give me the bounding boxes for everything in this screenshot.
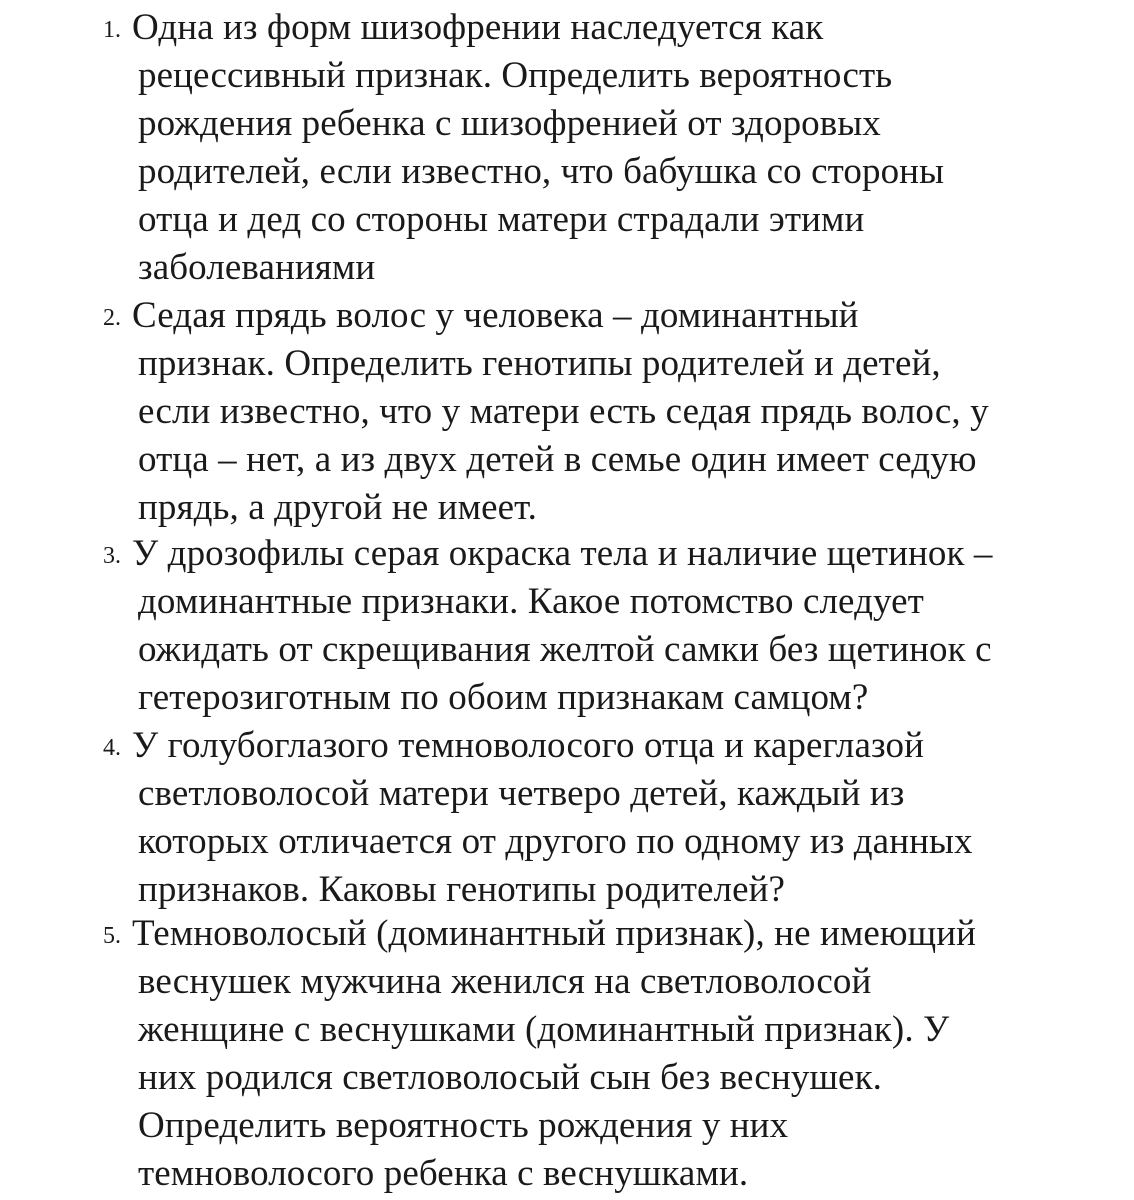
problem-number: 5. bbox=[103, 923, 121, 949]
problem-text-line: отца и дед со стороны матери страдали этими bbox=[138, 199, 865, 240]
problem-text-line: веснушек мужчина женился на светловолосой bbox=[138, 961, 872, 1002]
problem-text-line: родителей, если известно, что бабушка со стороны bbox=[138, 151, 945, 192]
problem-text-line: отца – нет, а из двух детей в семье один имеет седую bbox=[138, 439, 977, 480]
problem-text-line: признаков. Каковы генотипы родителей? bbox=[138, 869, 786, 910]
problem-text-line: Темноволосый (доминантный признак), не имеющий bbox=[132, 913, 977, 954]
problem-text-line: ожидать от скрещивания желтой самки без щетинок с bbox=[138, 629, 992, 670]
problem-number: 2. bbox=[103, 305, 121, 331]
problem-text-line: женщине с веснушками (доминантный признак). У bbox=[138, 1009, 950, 1050]
problem-text-line: прядь, а другой не имеет. bbox=[138, 487, 538, 528]
problem-number: 3. bbox=[103, 543, 121, 569]
problem-text-line: Седая прядь волос у человека – доминантный bbox=[132, 295, 859, 336]
problem-number: 1. bbox=[103, 17, 121, 43]
problem-text-line: признак. Определить генотипы родителей и детей, bbox=[138, 343, 941, 384]
problem-text-line: доминантные признаки. Какое потомство следует bbox=[138, 581, 924, 622]
problem-text-line: рецессивный признак. Определить вероятность bbox=[138, 55, 893, 96]
problem-text-line: темноволосого ребенка с веснушками. bbox=[138, 1153, 749, 1194]
problem-text-line: Определить вероятность рождения у них bbox=[138, 1105, 789, 1146]
problem-text-line: Одна из форм шизофрении наследуется как bbox=[132, 7, 824, 48]
problem-text-line: светловолосой матери четверо детей, каждый из bbox=[138, 773, 905, 814]
problem-text-line: У голубоглазого темноволосого отца и кареглазой bbox=[132, 725, 924, 766]
problem-number: 4. bbox=[103, 735, 121, 761]
problem-text-line: которых отличается от другого по одному из данных bbox=[138, 821, 973, 862]
problem-text-line: гетерозиготным по обоим признакам самцом? bbox=[138, 677, 869, 718]
problem-text-line: У дрозофилы серая окраска тела и наличие щетинок – bbox=[132, 533, 993, 574]
problem-text-line: них родился светловолосый сын без веснушек. bbox=[138, 1057, 882, 1098]
problem-text-line: рождения ребенка с шизофренией от здоровых bbox=[138, 103, 881, 144]
problem-text-line: заболеваниями bbox=[138, 247, 376, 288]
problem-text-line: если известно, что у матери есть седая прядь волос, у bbox=[138, 391, 989, 432]
